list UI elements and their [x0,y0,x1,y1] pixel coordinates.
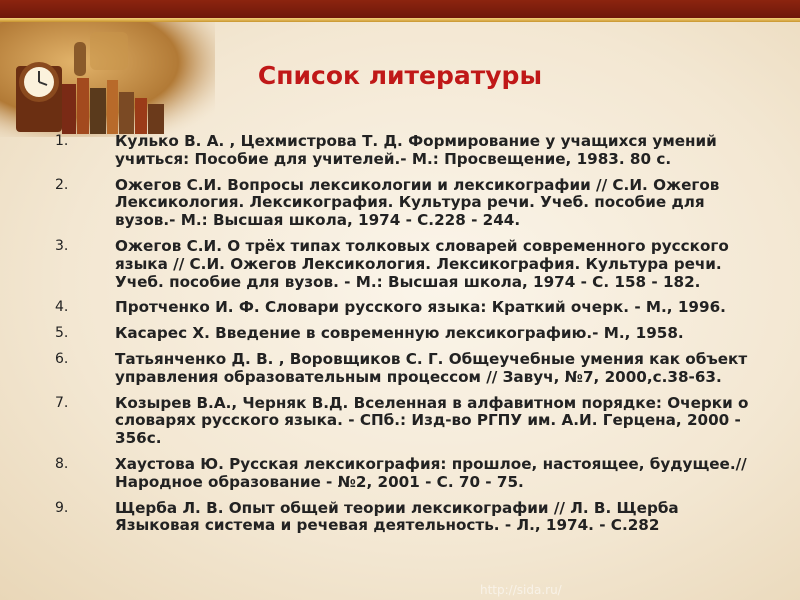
list-item [0,177,800,230]
list-item-text: Козырев В.А., Черняк В.Д. Вселенная в алфавитном порядке: Очерки о словарях русского языка. - СПб.: Изд-во РГПУ им. А.И. Герцена, 2000 - 356с. [115,393,749,448]
list-item-number: 1. [55,133,69,149]
list-item-text: Хаустова Ю. Русская лексикография: прошлое, настоящее, будущее.// Народное образование - №2, 2001 - С. 70 - 75. [115,454,747,491]
slide [0,22,800,600]
list-item [0,351,800,387]
list-item-number: 4. [55,299,69,316]
list-item [0,500,800,536]
watermark-text: http://sida.ru/ [480,583,562,597]
list-item-text: Касарес Х. Введение в современную лексикографию.- М., 1958. [115,324,684,343]
list-item [0,395,800,448]
list-item [0,133,800,169]
reference-list [0,133,800,543]
list-item [0,238,800,291]
top-band [0,0,800,18]
list-item [0,456,800,492]
list-item-number: 7. [55,394,69,411]
list-item [0,325,800,343]
list-item-text: Щерба Л. В. Опыт общей теории лексикографии // Л. В. Щерба Языковая система и речевая деятельность. - Л., 1974. - С.282 [115,498,679,535]
slide-title: Список литературы [257,61,543,90]
list-item [0,299,800,317]
list-item-text: Протченко И. Ф. Словари русского языка: Краткий очерк. - М., 1996. [115,298,726,317]
list-item-text: Ожегов С.И. Вопросы лексикологии и лексикографии // С.И. Ожегов Лексикология. Лексикография. Культура речи. Учеб. пособие для вузов.- М.: Высшая школа, 1974 - С.228 - 244. [115,175,720,230]
list-item-text: Кулько В. А. , Цехмистрова Т. Д. Формирование у учащихся умений учиться: Пособие для учителей.- М.: Просвещение, 1983. 80 с. [115,132,717,168]
list-item-number: 2. [55,176,69,193]
list-item-text: Ожегов С.И. О трёх типах толковых словарей современного русского языка // С.И. Ожегов Лексикология. Лексикография. Культура речи. Учеб. пособие для вузов. - М.: Высшая школа, 1974 - С. 158 - 182. [115,236,729,291]
list-item-text: Татьянченко Д. В. , Воровщиков С. Г. Общеучебные умения как объект управления образовательным процессом // Завуч, №7, 2000,с.38-63. [115,349,748,386]
list-item-number: 3. [55,237,69,254]
list-item-number: 6. [55,350,69,367]
list-item-number: 5. [55,325,69,342]
list-item-number: 9. [55,499,69,516]
list-item-number: 8. [55,455,69,472]
